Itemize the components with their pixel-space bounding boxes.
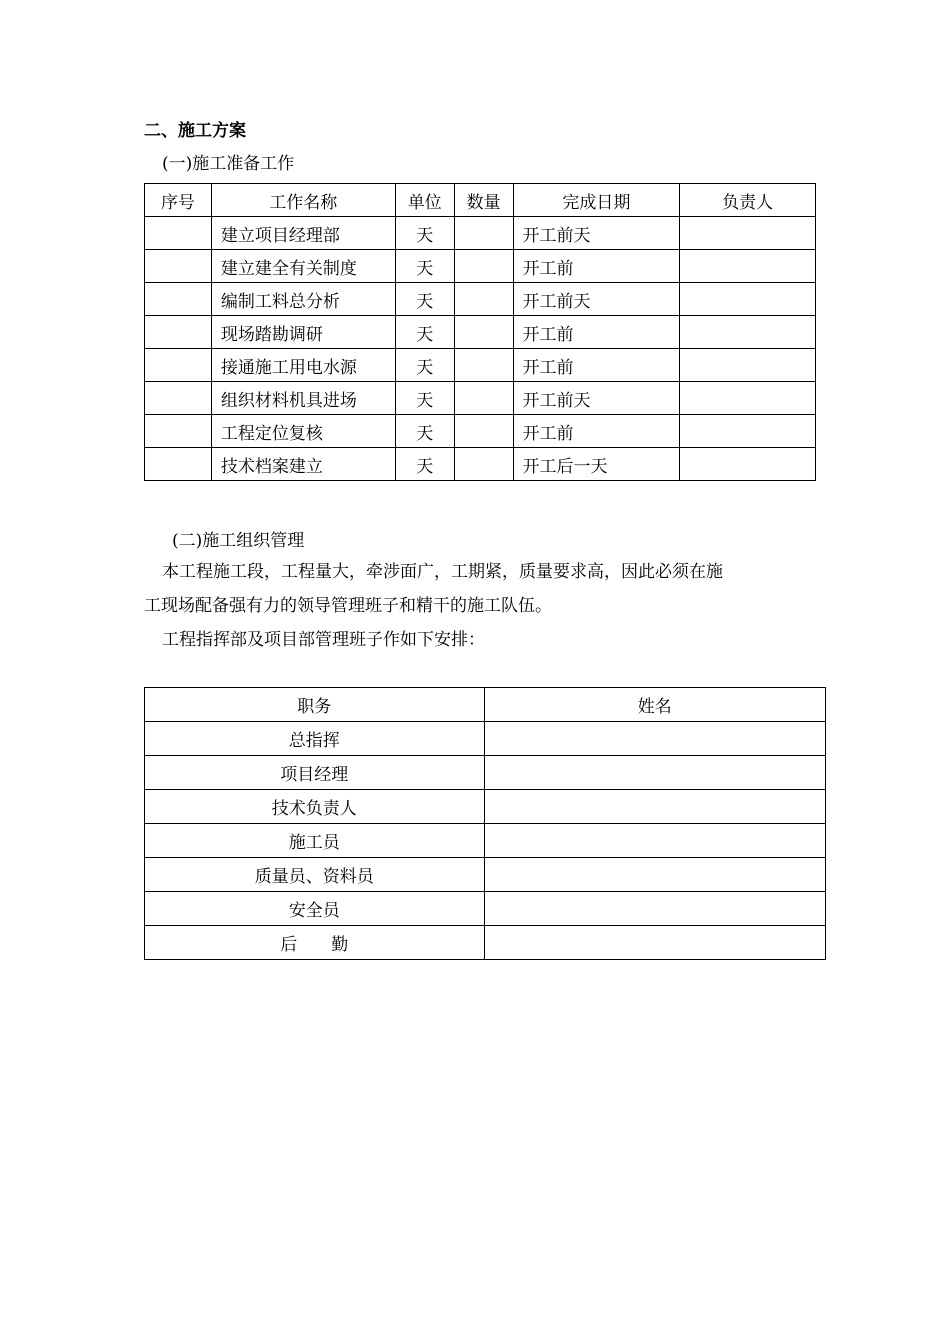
cell-work-name: 接通施工用电水源 [211,349,395,382]
cell-unit: 天 [395,316,454,349]
cell-no [145,316,212,349]
cell-qty [454,415,513,448]
cell-qty [454,316,513,349]
header-date: 完成日期 [513,184,680,217]
table-row [145,756,826,790]
cell-owner [680,316,816,349]
cell-role: 安全员 [145,892,485,926]
cell-unit: 天 [395,250,454,283]
cell-name [484,790,825,824]
header-qty: 数量 [454,184,513,217]
cell-name [484,858,825,892]
section-title: 二、施工方案 [144,121,246,141]
org-paragraph-line-1: 本工程施工段，工程量大，牵涉面广，工期紧，质量要求高，因此必须在施 [162,562,723,582]
header-name: 姓名 [484,688,825,722]
table-header-row [145,688,826,722]
table-row [145,217,816,250]
table-row [145,892,826,926]
cell-unit: 天 [395,217,454,250]
cell-unit: 天 [395,415,454,448]
cell-work-name: 建立建全有关制度 [211,250,395,283]
cell-work-name: 编制工料总分析 [211,283,395,316]
cell-role: 后 勤 [145,926,485,960]
table-row [145,316,816,349]
cell-qty [454,217,513,250]
cell-date: 开工前天 [513,217,680,250]
cell-work-name: 现场踏勘调研 [211,316,395,349]
cell-owner [680,349,816,382]
org-paragraph-arrangement: 工程指挥部及项目部管理班子作如下安排： [162,630,485,650]
cell-date: 开工前 [513,349,680,382]
table-row [145,790,826,824]
table-row [145,283,816,316]
cell-owner [680,283,816,316]
header-owner: 负责人 [680,184,816,217]
cell-qty [454,382,513,415]
table-header-row [145,184,816,217]
cell-owner [680,382,816,415]
staff-table [144,687,826,960]
cell-role: 项目经理 [145,756,485,790]
cell-work-name: 建立项目经理部 [211,217,395,250]
cell-name [484,892,825,926]
cell-no [145,382,212,415]
cell-no [145,349,212,382]
cell-date: 开工前 [513,316,680,349]
table-row [145,382,816,415]
cell-work-name: 工程定位复核 [211,415,395,448]
header-role: 职务 [145,688,485,722]
cell-date: 开工前 [513,415,680,448]
table-row [145,858,826,892]
cell-role: 技术负责人 [145,790,485,824]
cell-no [145,250,212,283]
cell-role: 质量员、资料员 [145,858,485,892]
cell-date: 开工后一天 [513,448,680,481]
cell-qty [454,283,513,316]
table-row [145,926,826,960]
cell-name [484,722,825,756]
cell-qty [454,349,513,382]
cell-role: 施工员 [145,824,485,858]
prep-work-table [144,183,816,481]
cell-qty [454,448,513,481]
cell-qty [454,250,513,283]
cell-unit: 天 [395,382,454,415]
header-no: 序号 [145,184,212,217]
cell-date: 开工前天 [513,382,680,415]
org-subheading: (二)施工组织管理 [172,531,305,551]
header-work-name: 工作名称 [211,184,395,217]
prep-subheading: (一)施工准备工作 [162,154,295,174]
cell-owner [680,448,816,481]
cell-owner [680,250,816,283]
cell-date: 开工前天 [513,283,680,316]
cell-date: 开工前 [513,250,680,283]
table-row [145,824,826,858]
cell-work-name: 技术档案建立 [211,448,395,481]
table-row [145,349,816,382]
cell-name [484,926,825,960]
cell-no [145,448,212,481]
cell-unit: 天 [395,448,454,481]
cell-name [484,824,825,858]
cell-owner [680,415,816,448]
cell-no [145,217,212,250]
cell-no [145,415,212,448]
table-row [145,415,816,448]
org-paragraph-line-2: 工现场配备强有力的领导管理班子和精干的施工队伍。 [144,596,552,616]
table-row [145,448,816,481]
cell-work-name: 组织材料机具进场 [211,382,395,415]
table-row [145,722,826,756]
cell-owner [680,217,816,250]
table-row [145,250,816,283]
cell-unit: 天 [395,283,454,316]
cell-name [484,756,825,790]
cell-role: 总指挥 [145,722,485,756]
header-unit: 单位 [395,184,454,217]
cell-no [145,283,212,316]
cell-unit: 天 [395,349,454,382]
